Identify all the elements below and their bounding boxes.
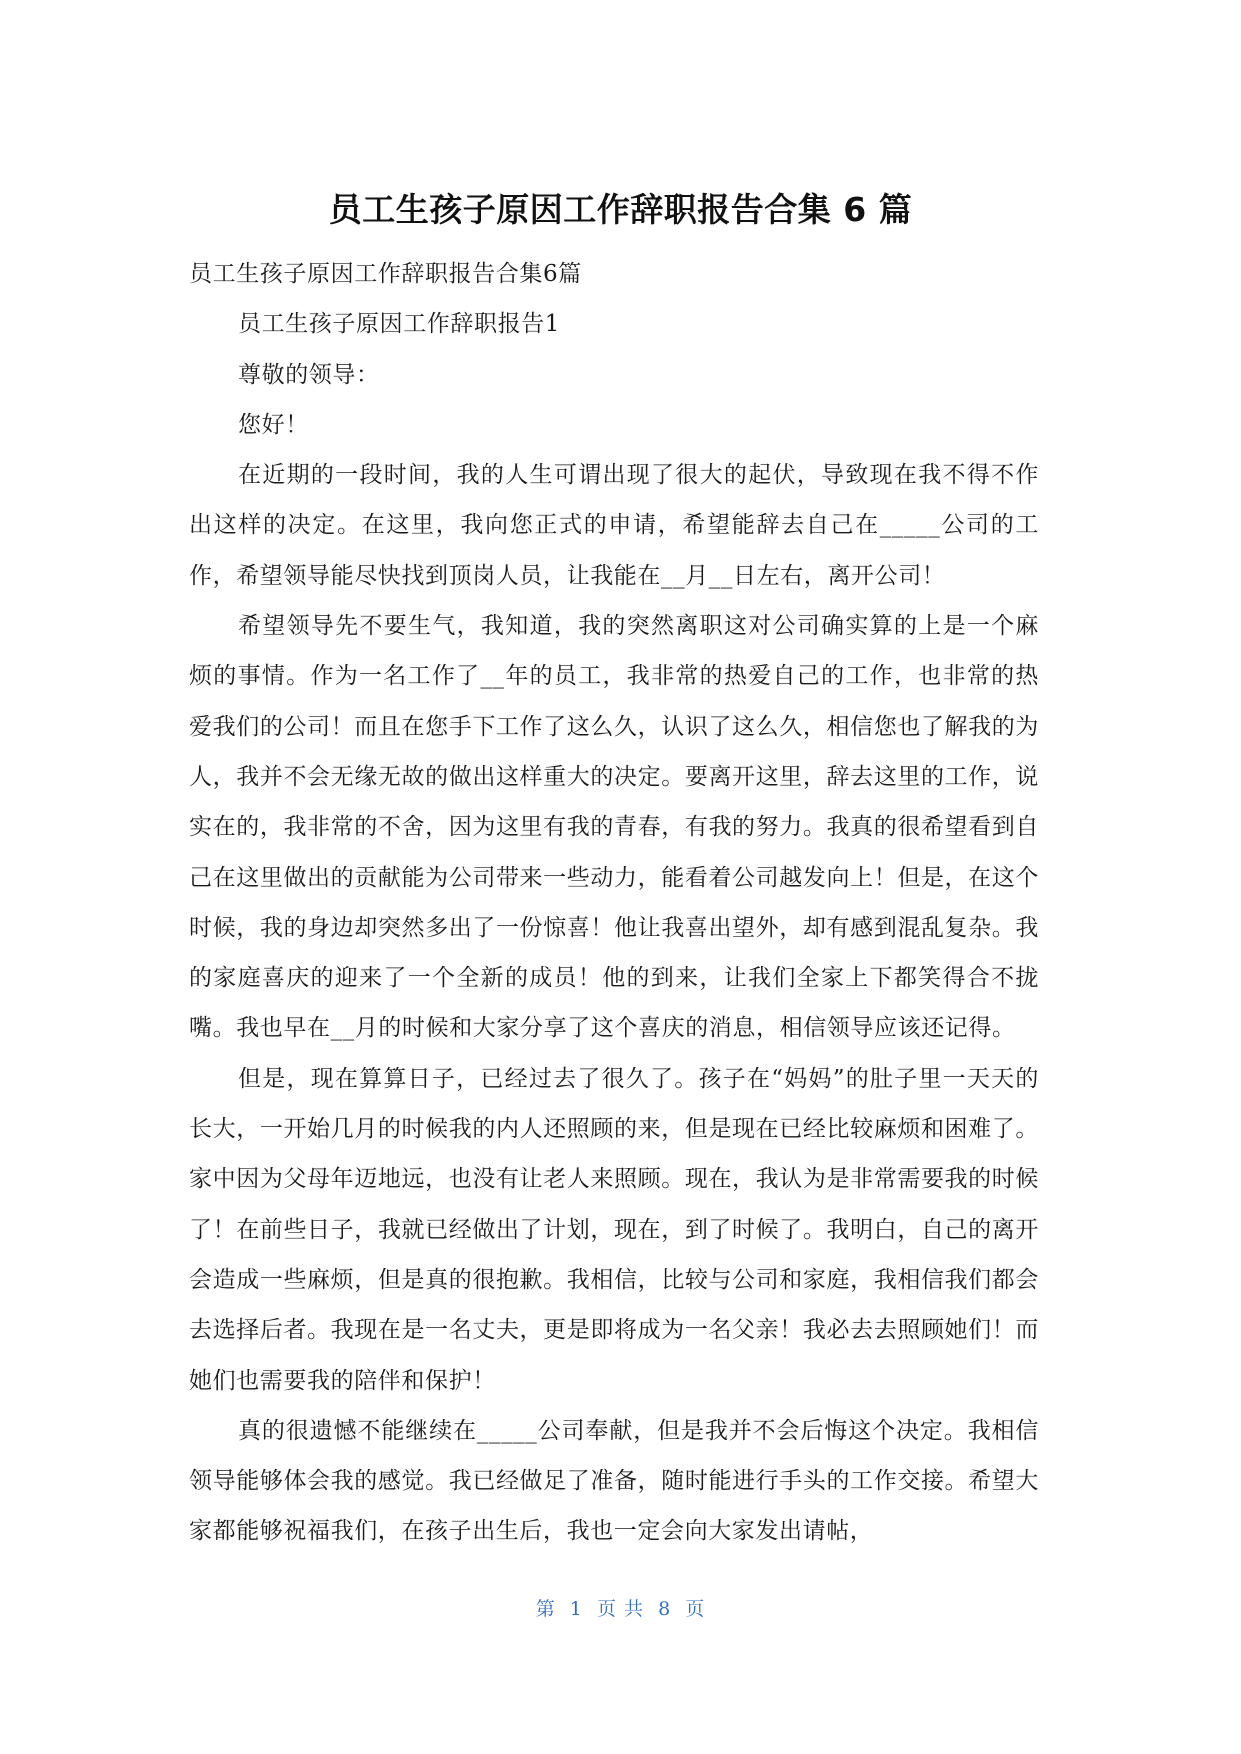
page-footer-number: 第 1 页 共 8 页 [535,1598,706,1620]
paragraph: 但是，现在算算日子，已经过去了很久了。孩子在“妈妈”的肚子里一天天的长大，一开始几月的时候我的内人还照顾的来，但是现在已经比较麻烦和困难了。家中因为父母年迈地远，也没有让老人来照顾。现在，我认为是非常需要我的时候了！在前些日子，我就已经做出了计划，现在，到了时候了。我明白，自己的离开会造成一些麻烦，但是真的很抱歉。我相信，比较与公司和家庭，我相信我们都会去选择后者。我现在是一名丈夫，更是即将成为一名父亲！我必去去照顾她们！而她们也需要我的陪伴和保护！ [189,1065,1039,1394]
document-title: 员工生孩子原因工作辞职报告合集 6 篇 [328,190,913,229]
paragraph: 员工生孩子原因工作辞职报告合集6篇 [189,261,582,287]
paragraph: 您好！ [238,411,309,438]
paragraph: 员工生孩子原因工作辞职报告1 [238,311,561,338]
paragraph: 尊敬的领导： [238,361,380,388]
paragraph: 真的很遗憾不能继续在_____公司奉献，但是我并不会后悔这个决定。我相信领导能够体会我的感觉。我已经做足了准备，随时能进行手头的工作交接。希望大家都能够祝福我们，在孩子出生后，我也一定会向大家发出请帖， [189,1417,1039,1545]
document-body [189,249,1039,1557]
paragraph: 在近期的一段时间，我的人生可谓出现了很大的起伏，导致现在我不得不作出这样的决定。在这里，我向您正式的申请，希望能辞去自己在_____公司的工作，希望领导能尽快找到顶岗人员，让我能在__月__日左右，离开公司！ [189,462,1039,589]
paragraph: 希望领导先不要生气，我知道，我的突然离职这对公司确实算的上是一个麻烦的事情。作为一名工作了__年的员工，我非常的热爱自己的工作，也非常的热爱我们的公司！而且在您手下工作了这么久，认识了这么久，相信您也了解我的为人，我并不会无缘无故的做出这样重大的决定。要离开这里，辞去这里的工作，说实在的，我非常的不舍，因为这里有我的青春，有我的努力。我真的很希望看到自己在这里做出的贡献能为公司带来一些动力，能看着公司越发向上！但是，在这个时候，我的身边却突然多出了一份惊喜！他让我喜出望外，却有感到混乱复杂。我的家庭喜庆的迎来了一个全新的成员！他的到来，让我们全家上下都笑得合不拢嘴。我也早在__月的时候和大家分享了这个喜庆的消息，相信领导应该还记得。 [189,613,1039,1042]
